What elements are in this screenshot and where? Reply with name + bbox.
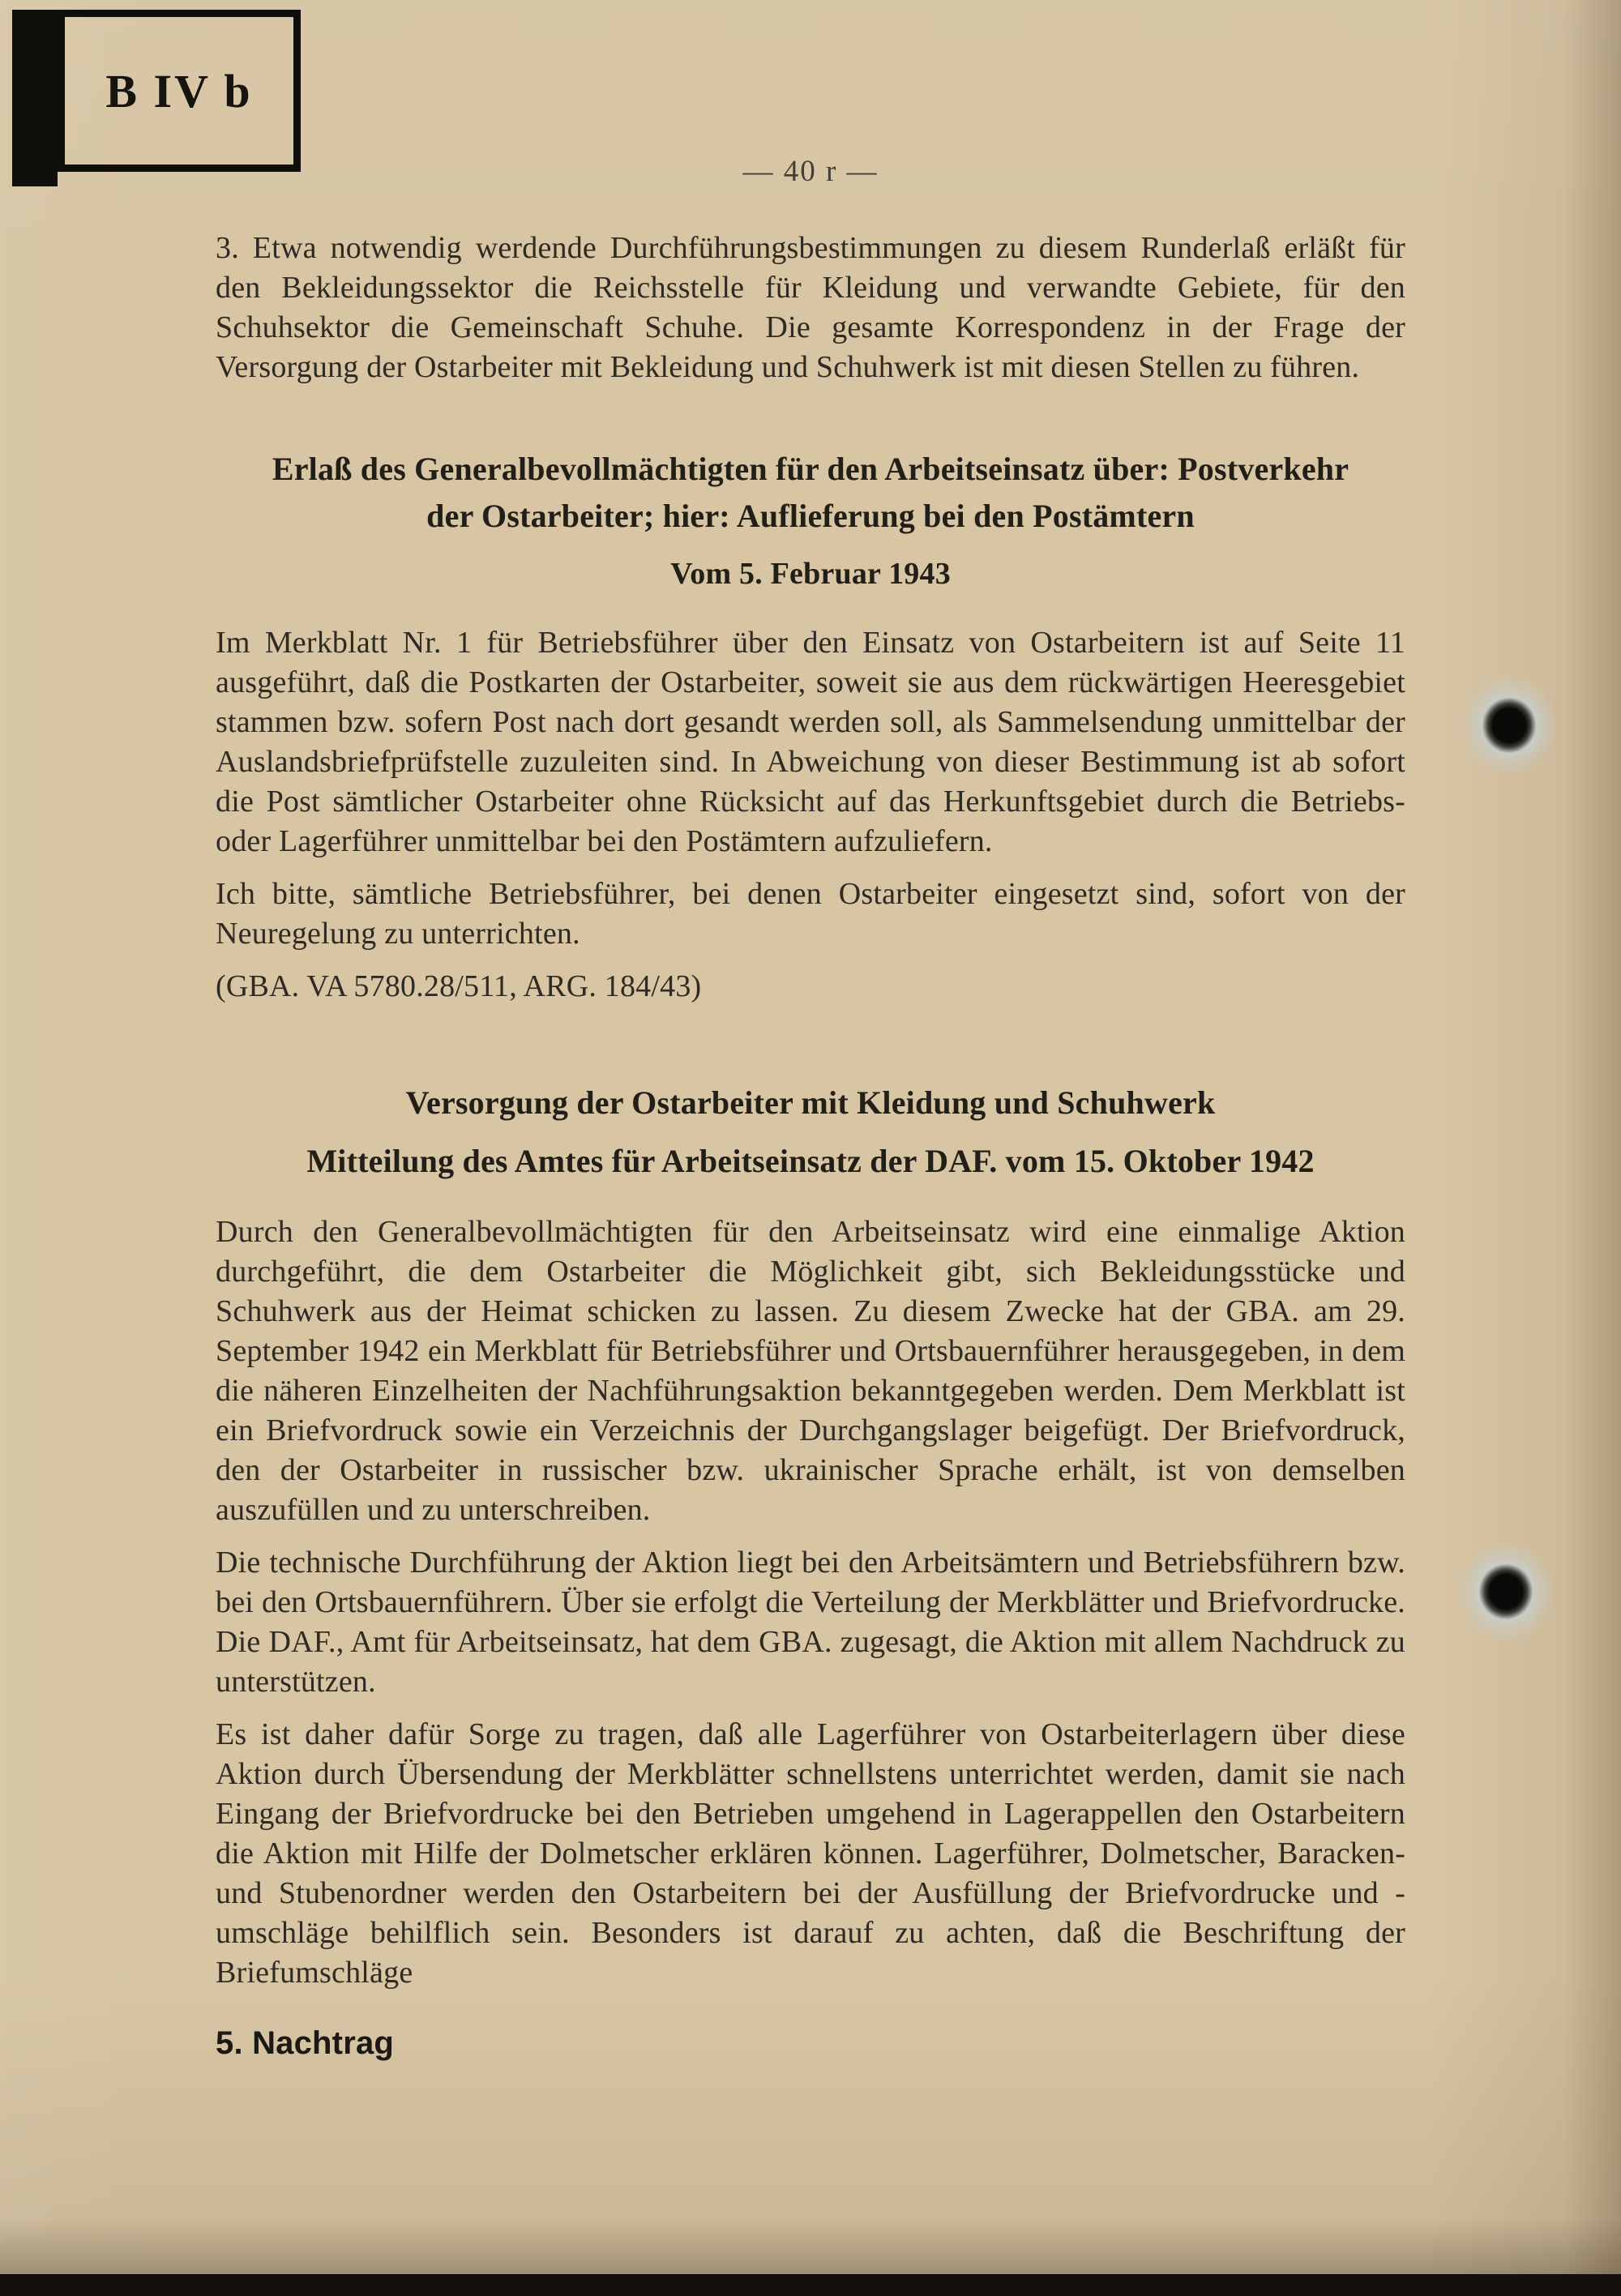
versorgung-paragraph: Die technische Durchführung der Aktion liegt bei den Arbeitsämtern und Betriebsführern bzw. bei den Ortsbauernführern. Über sie erfolgt die Verteilung der Merkblätter und Briefvordrucke. Die DAF., Amt für Arbeitseinsatz, hat dem GBA. zugesagt, die Aktion mit allem Nachdruck zu unterstützen. xyxy=(216,1546,1405,1699)
versorgung-paragraph: Durch den Generalbevollmächtigten für den Arbeitseinsatz wird eine einmalige Aktion durchgeführt, die dem Ostarbeiter die Möglichkeit gibt, sich Bekleidungsstücke und Schuhwerk aus der Heimat schicken zu lassen. Zu diesem Zwecke hat der GBA. am 29. September 1942 ein Merkblatt für Betriebsführer und Ortsbauernführer herausgegeben, in dem die näheren Einzelheiten der Nachführungsaktion bekanntgegeben werden. Dem Merkblatt ist ein Briefvordruck sowie ein Verzeichnis der Durchgangslager beigefügt. Der Briefvordruck, den der Ostarbeiter in russischer bzw. ukrainischer Sprache erhält, ist von demselben auszufüllen und zu unterschreiben. xyxy=(216,1215,1405,1527)
versorgung-heading: Versorgung der Ostarbeiter mit Kleidung und Schuhwerk xyxy=(405,1084,1216,1121)
erlass-paragraph: Im Merkblatt Nr. 1 für Betriebsführer über den Einsatz von Ostarbeitern ist auf Seite 11 ausgeführt, daß die Postkarten der Ostarbeiter, soweit sie aus dem rückwärtigen Heeresgebiet stammen bzw. sofern Post nach dort gesandt werden soll, als Sammelsendung unmittelbar der Auslandsbriefprüfstelle zuzuleiten sind. In Abweichung von dieser Bestimmung ist ab sofort die Post sämtlicher Ostarbeiter ohne Rücksicht auf das Herkunftsgebiet durch die Betriebs- oder Lagerführer unmittelbar bei den Postämtern aufzuliefern. xyxy=(216,626,1405,858)
versorgung-subheading: Mitteilung des Amtes für Arbeitseinsatz der DAF. vom 15. Oktober 1942 xyxy=(306,1143,1315,1179)
erlass-date-line: Vom 5. Februar 1943 xyxy=(670,557,951,591)
scan-right-shadow xyxy=(1564,0,1621,2296)
punch-hole-top xyxy=(1459,673,1559,777)
erlass-reference: (GBA. VA 5780.28/511, ARG. 184/43) xyxy=(216,969,702,1003)
classification-bar xyxy=(12,10,58,186)
document-content xyxy=(216,229,1405,2063)
classification-frame xyxy=(58,10,301,172)
scan-bottom-edge xyxy=(0,2274,1621,2296)
classification-label: B IV b xyxy=(105,64,253,118)
punch-hole-bottom xyxy=(1456,1540,1556,1644)
scan-bottom-shadow xyxy=(0,2218,1621,2275)
footer-label: 5. Nachtrag xyxy=(216,2025,395,2061)
paragraph-item-3: 3. Etwa notwendig werdende Durchführungsbestimmungen zu diesem Runderlaß erläßt für den Bekleidungssektor die Reichsstelle für Kleidung und verwandte Gebiete, für den Schuhsektor die Gemeinschaft Schuhe. Die gesamte Korrespondenz in der Frage der Versorgung der Ostarbeiter mit Bekleidung und Schuhwerk ist mit diesen Stellen zu führen. xyxy=(216,231,1405,384)
versorgung-paragraph: Es ist daher dafür Sorge zu tragen, daß alle Lagerführer von Ostarbeiterlagern über diese Aktion durch Übersendung der Merkblätter schnellstens unterrichtet werden, damit sie nach Eingang der Briefvordrucke bei den Betrieben umgehend in Lagerappellen den Ostarbeitern die Aktion mit Hilfe der Dolmetscher erklären können. Lagerführer, Dolmetscher, Baracken- und Stubenordner werden den Ostarbeitern bei der Ausfüllung der Briefvordrucke und -umschläge behilflich sein. Besonders ist darauf zu achten, daß die Beschriftung der Briefumschläge xyxy=(216,1717,1405,1990)
erlass-heading: Erlaß des Generalbevollmächtigten für den Arbeitseinsatz über: Postverkehr der Ostarbeiter; hier: Auflieferung bei den Postämtern xyxy=(272,451,1349,534)
page-number: — 40 r — xyxy=(742,155,879,188)
erlass-paragraph: Ich bitte, sämtliche Betriebsführer, bei denen Ostarbeiter eingesetzt sind, sofort von der Neuregelung zu unterrichten. xyxy=(216,877,1405,951)
